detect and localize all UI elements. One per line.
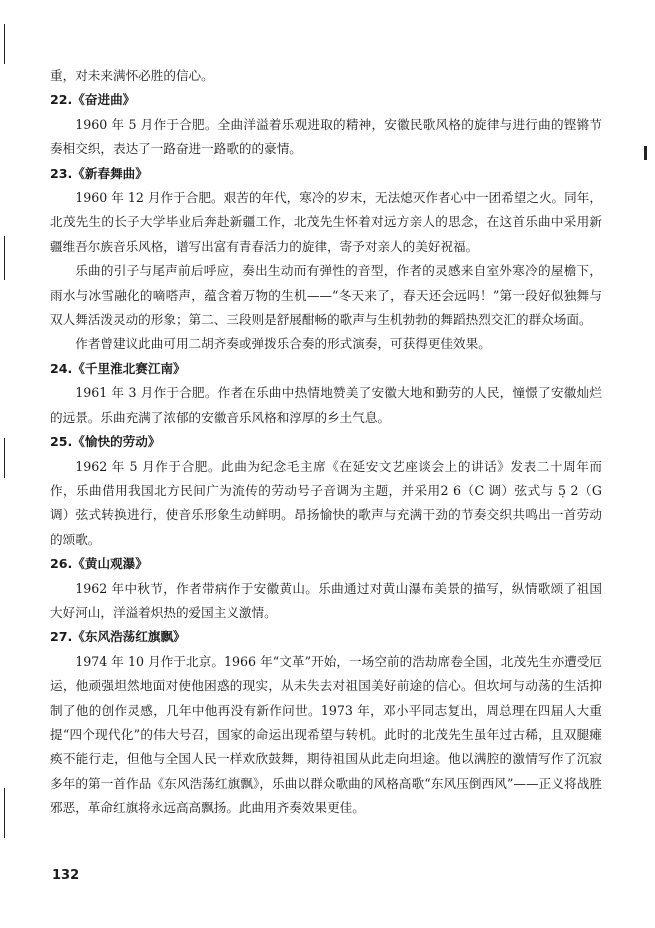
section-paragraph: 1961 年 3 月作于合肥。作者在乐曲中热情地赞美了安徽大地和勤劳的人民，憧憬了安徽灿烂的远景。乐曲充满了浓郁的安徽音乐风格和淳厚的乡土气息。	[50, 385, 602, 425]
section-heading: 27.《东风浩荡红旗飘》	[50, 629, 186, 645]
page-number: 132	[52, 868, 80, 883]
right-margin-mark	[644, 146, 647, 160]
left-margin-mark	[4, 236, 5, 280]
left-margin-mark	[4, 24, 5, 64]
section-heading: 24.《千里淮北赛江南》	[50, 360, 186, 376]
section-paragraph: 1962 年 5 月作于合肥。此曲为纪念毛主席《在延安文艺座谈会上的讲话》发表二十周年而作，乐曲借用我国北方民间广为流传的劳动号子音调为主题，并采用2 6（C 调）弦式与 5̣ 2（G 调）弦式转换进行，使音乐形象生动鲜明。昂扬愉快的歌声与充满干劲的节奏交织共鸣出一首劳动的颂歌。	[50, 458, 602, 547]
section-paragraph: 乐曲的引子与尾声前后呼应，奏出生动而有弹性的音型，作者的灵感来自室外寒冷的屋檐下，雨水与冰雪融化的嘀嗒声，蕴含着万物的生机——“冬天来了，春天还会远吗！”第一段好似独舞与双人舞活泼灵动的形象；第二、三段则是舒展酣畅的歌声与生机勃勃的舞蹈热烈交汇的群众场面。	[50, 263, 602, 328]
section-paragraph: 1960 年 12 月作于合肥。艰苦的年代，寒冷的岁末，无法熄灭作者心中一团希望之火。同年，北茂先生的长子大学毕业后奔赴新疆工作，北茂先生怀着对远方亲人的思念，在这首乐曲中采用新疆维吾尔族音乐风格，谱写出富有青春活力的旋律，寄予对亲人的美好祝福。	[50, 190, 602, 254]
section-paragraph: 1960 年 5 月作于合肥。全曲洋溢着乐观进取的精神，安徽民歌风格的旋律与进行曲的铿锵节奏相交织，表达了一路奋进一路歌的的豪情。	[50, 116, 602, 157]
page-content	[50, 64, 602, 821]
left-margin-mark	[4, 438, 5, 478]
section-heading: 22.《奋进曲》	[50, 92, 136, 108]
section-paragraph: 1974 年 10 月作于北京。1966 年“文革”开始，一场空前的浩劫席卷全国，北茂先生亦遭受厄运，他顽强坦然地面对使他困惑的现实，从未失去对祖国美好前途的信心。但坎坷与动荡的生活抑制了他的创作灵感，几年中他再没有新作问世。1973 年，邓小平同志复出，周总理在四届人大重提“四个现代化”的伟大号召，国家的命运出现希望与转机。此时的北茂先生虽年过古稀，且双腿瘫痪不能行走，但他与全国人民一样欢欣鼓舞，期待祖国从此走向坦途。他以满腔的激情写作了沉寂多年的第一首作品《东风浩荡红旗飘》，乐曲以群众歌曲的风格高歌“东风压倒西风”——正义将战胜邪恶，革命红旗将永远高高飘扬。此曲用齐奏效果更佳。	[50, 653, 602, 816]
left-margin-mark	[4, 788, 5, 838]
section-heading: 26.《黄山观瀑》	[50, 556, 148, 572]
section-paragraph: 1962 年中秋节，作者带病作于安徽黄山。乐曲通过对黄山瀑布美景的描写，纵情歌颂了祖国大好河山，洋溢着炽热的爱国主义激情。	[50, 580, 602, 620]
section-heading: 25.《愉快的劳动》	[50, 434, 161, 450]
opening-line: 重，对未来满怀必胜的信心。	[50, 68, 214, 83]
section-heading: 23.《新春舞曲》	[50, 165, 148, 181]
section-paragraph: 作者曾建议此曲可用二胡齐奏或弹拨乐合奏的形式演奏，可获得更佳效果。	[75, 336, 491, 352]
